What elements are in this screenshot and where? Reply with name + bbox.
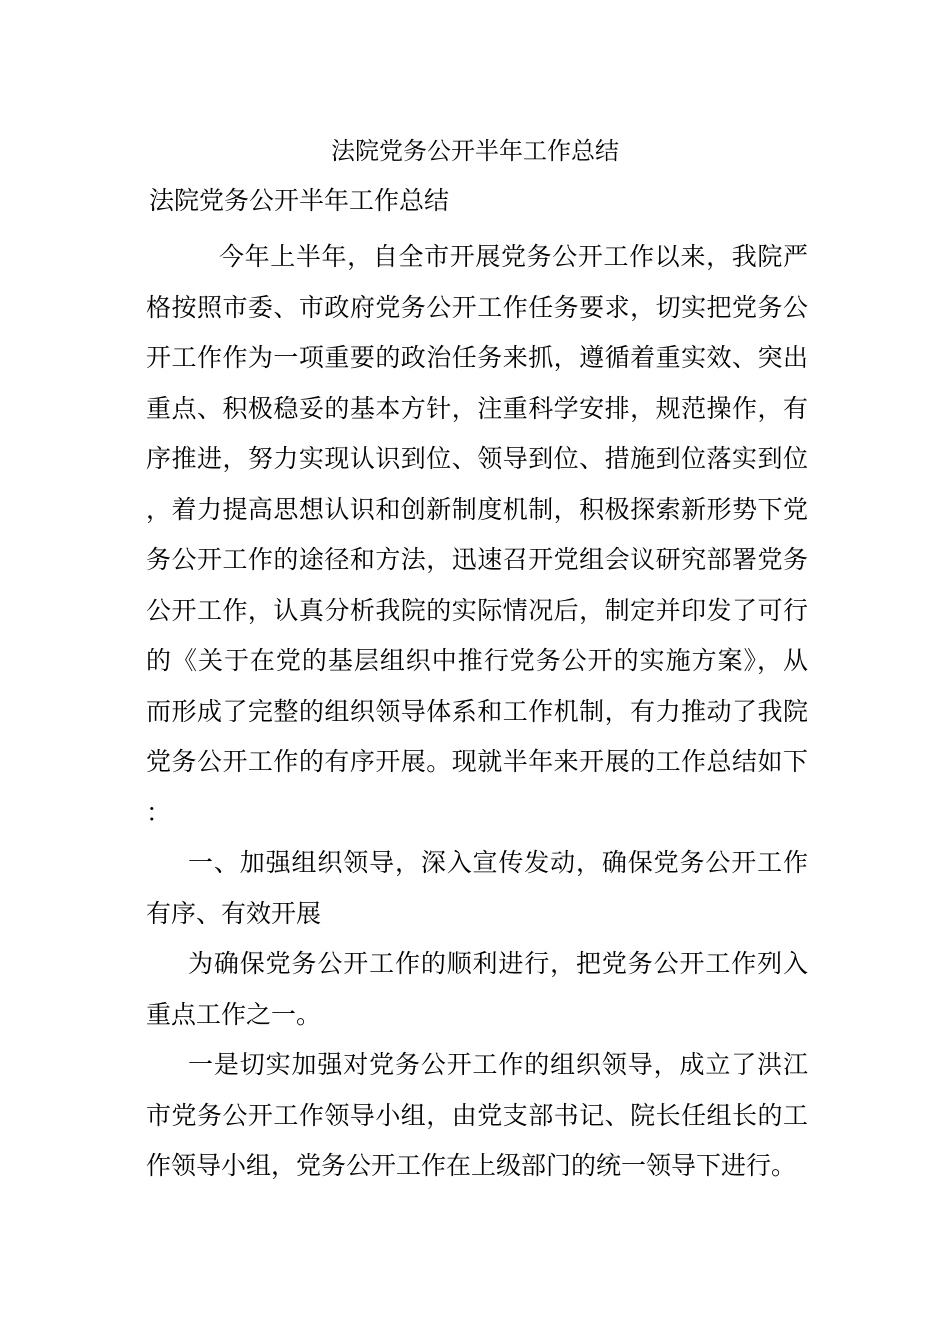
section-heading-1: 一、加强组织领导，深入宣传发动，确保党务公开工作有序、有效开展 [146,848,808,928]
paragraph-point-1: 一是切实加强对党务公开工作的组织领导，成立了洪江市党务公开工作领导小组，由党支部书记、院长任组长的工作领导小组，党务公开工作在上级部门的统一领导下进行。 [146,1050,808,1180]
paragraph-section-1: 为确保党务公开工作的顺利进行，把党务公开工作列入重点工作之一。 [146,949,808,1029]
document-title: 法院党务公开半年工作总结 [331,137,619,165]
document-subtitle: 法院党务公开半年工作总结 [149,186,450,215]
paragraph-intro: 今年上半年，自全市开展党务公开工作以来，我院严格按照市委、市政府党务公开工作任务要求，切实把党务公开工作作为一项重要的政治任务来抓，遵循着重实效、突出重点、积极稳妥的基本方针，注重科学安排，规范操作，有序推进，努力实现认识到位、领导到位、措施到位落实到位，着力提高思想认识和创新制度机制，积极探索新形势下党务公开工作的途径和方法，迅速召开党组会议研究部署党务公开工作，认真分析我院的实际情况后，制定并印发了可行的《关于在党的基层组织中推行党务公开的实施方案》，从而形成了完整的组织领导体系和工作机制，有力推动了我院党务公开工作的有序开展。现就半年来开展的工作总结如下： [146,242,808,827]
document-body [146,232,808,1192]
